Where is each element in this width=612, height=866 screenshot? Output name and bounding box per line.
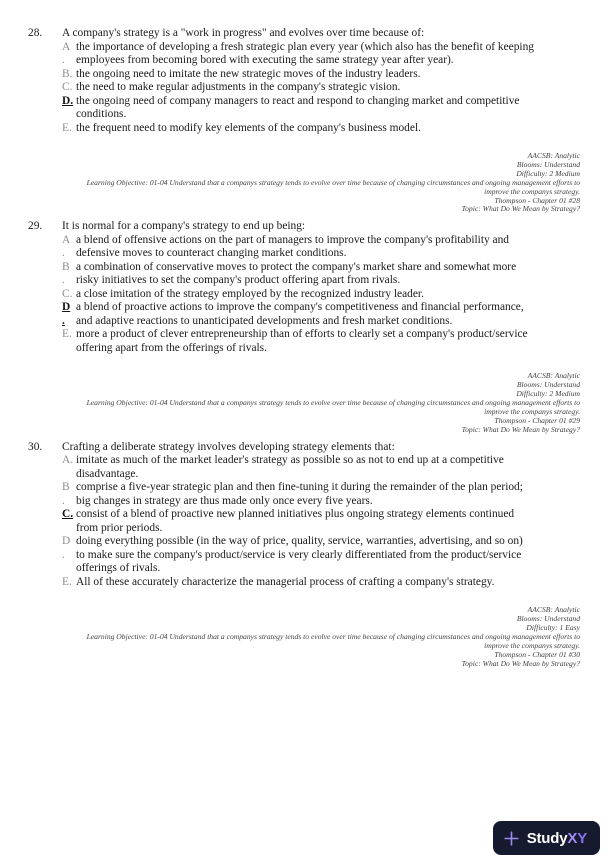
logo-y-text: Y	[577, 829, 587, 847]
option-letter: E.	[62, 575, 72, 588]
option-letter: D .	[62, 535, 71, 561]
meta-blooms: Blooms: Understand	[516, 159, 580, 169]
meta-aacsb: AACSB: Analytic	[527, 605, 580, 615]
option-text: a combination of conservative moves to protect the company's market share and somewhat more risky initiatives to set the company's product offering apart from rivals.	[76, 260, 517, 287]
question-stem: Crafting a deliberate strategy involves developing strategy elements that:	[62, 440, 395, 453]
question-number: 29.	[28, 220, 43, 233]
question-number: 28.	[28, 27, 43, 39]
option-row	[62, 454, 580, 481]
meta-blooms: Blooms: Understand	[516, 380, 580, 390]
option-row-correct-answer	[62, 95, 580, 122]
option-text: doing everything possible (in the way of price, quality, service, warranties, advertising, and so on) to make sure the company's product/service is very clearly differentiated from the product/service offerings of rivals.	[76, 535, 523, 575]
option-row	[62, 576, 580, 590]
option-row	[62, 261, 580, 288]
option-row	[62, 81, 580, 95]
meta-difficulty: Difficulty: 2 Medium	[516, 168, 580, 178]
option-letter: C.	[62, 287, 73, 300]
option-text: a blend of proactive actions to improve the company's competitiveness and financial performance, and adaptive reactions to unanticipated developments and fresh market conditions.	[76, 301, 524, 327]
option-letter: E.	[62, 328, 72, 341]
plus-icon	[503, 830, 520, 847]
question-28	[28, 27, 580, 214]
question-stem: A company's strategy is a "work in progress" and evolves over time because of:	[62, 27, 425, 39]
option-row	[62, 535, 580, 576]
meta-blooms: Blooms: Understand	[516, 614, 580, 624]
option-row	[62, 288, 580, 302]
meta-source: Thompson - Chapter 01 #29	[494, 415, 580, 425]
question-30	[28, 441, 580, 669]
meta-learning-objective-cont: improve the companys strategy.	[484, 406, 580, 416]
question-number: 30.	[28, 440, 43, 453]
meta-difficulty: Difficulty: 2 Medium	[516, 389, 580, 399]
question-stem: It is normal for a company's strategy to end up being:	[62, 220, 306, 233]
option-letter: B.	[62, 67, 73, 80]
meta-difficulty: Difficulty: 1 Easy	[526, 623, 580, 632]
meta-topic: Topic: What Do We Mean by Strategy?	[461, 424, 580, 434]
option-text: the importance of developing a fresh strategic plan every year (which also has the benefit of keeping employees from becoming bored with executing the same strategy year after year).	[76, 40, 534, 66]
option-row	[62, 122, 580, 136]
option-text: more a product of clever entrepreneurship than of efforts to clearly set a company's product/service offering apart from the offerings of rivals.	[76, 328, 528, 354]
option-text: consist of a blend of proactive new planned initiatives plus ongoing strategy elements continued from prior periods.	[76, 508, 515, 534]
option-text: imitate as much of the market leader's strategy as possible so as not to end up at a competitive disadvantage.	[76, 454, 504, 480]
option-letter: D .	[62, 301, 71, 327]
meta-learning-objective-cont: improve the companys strategy.	[484, 640, 580, 650]
option-text: the need to make regular adjustments in the company's strategic vision.	[76, 81, 401, 93]
meta-source: Thompson - Chapter 01 #30	[494, 649, 580, 659]
meta-source: Thompson - Chapter 01 #28	[494, 195, 580, 205]
option-letter: D.	[62, 94, 74, 107]
question-metadata	[28, 606, 580, 668]
question-metadata	[28, 152, 580, 214]
option-row	[62, 41, 580, 68]
meta-topic: Topic: What Do We Mean by Strategy?	[461, 658, 580, 668]
option-row	[62, 328, 580, 355]
option-text: the frequent need to modify key elements of the company's business model.	[76, 121, 421, 134]
logo-x-text: X	[567, 829, 578, 847]
question-metadata	[28, 372, 580, 434]
meta-aacsb: AACSB: Analytic	[527, 371, 580, 381]
option-text: the ongoing need of company managers to react and respond to changing market and competitive conditions.	[76, 94, 520, 120]
meta-learning-objective: Learning Objective: 01-04 Understand that a companys strategy tends to evolve over time because of changing circumstances and ongoing management efforts to	[86, 398, 580, 408]
option-letter: C.	[62, 81, 73, 93]
option-row	[62, 234, 580, 261]
option-row	[62, 481, 580, 508]
option-text: the ongoing need to imitate the new strategic moves of the industry leaders.	[76, 67, 421, 80]
option-letter: B .	[62, 260, 70, 287]
option-letter: C.	[62, 508, 74, 521]
meta-learning-objective: Learning Objective: 01-04 Understand that a companys strategy tends to evolve over time because of changing circumstances and ongoing management efforts to	[86, 177, 580, 187]
option-text: All of these accurately characterize the managerial process of crafting a company's strategy.	[76, 575, 495, 588]
option-text: a close imitation of the strategy employed by the recognized industry leader.	[76, 287, 424, 300]
option-letter: A.	[62, 454, 74, 467]
meta-learning-objective-cont: improve the companys strategy.	[484, 186, 580, 196]
studyxy-logo[interactable]	[493, 821, 600, 855]
logo-study-text: Study	[526, 829, 568, 847]
option-text: comprise a five-year strategic plan and then fine-tuning it during the remainder of the plan period; big changes in strategy are thus made only once every five years.	[76, 481, 523, 507]
option-row	[62, 68, 580, 82]
meta-topic: Topic: What Do We Mean by Strategy?	[461, 204, 580, 214]
option-letter: B .	[62, 481, 70, 507]
option-letter: E.	[62, 121, 72, 134]
option-letter: A .	[62, 233, 71, 260]
option-text: a blend of offensive actions on the part of managers to improve the company's profitability and defensive moves to counteract changing market conditions.	[76, 233, 509, 260]
question-29	[28, 220, 580, 434]
meta-aacsb: AACSB: Analytic	[527, 151, 580, 160]
meta-learning-objective: Learning Objective: 01-04 Understand that a companys strategy tends to evolve over time because of changing circumstances and ongoing management efforts to	[86, 631, 580, 641]
option-letter: A .	[62, 40, 71, 66]
option-row-correct-answer	[62, 508, 580, 535]
logo-wordmark	[527, 830, 587, 847]
option-row-correct-answer	[62, 301, 580, 328]
